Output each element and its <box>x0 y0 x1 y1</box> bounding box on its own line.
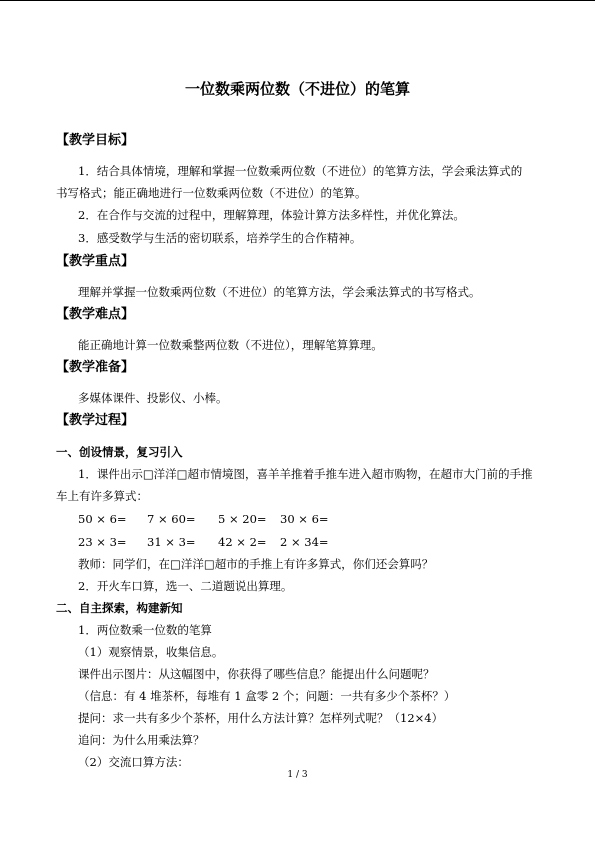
page-number: 1 / 3 <box>287 770 308 780</box>
part2-line: （1）观察情景，收集信息。 <box>78 645 224 659</box>
section-heading-prep: 【教学准备】 <box>56 360 135 375</box>
equation: 7 × 60= <box>147 512 196 526</box>
section-heading-difficulty: 【教学难点】 <box>56 307 135 322</box>
page-title: 一位数乘两位数（不进位）的笔算 <box>184 80 410 98</box>
train-activity: 2．开火车口算，选一、二道题说出算理。 <box>78 579 293 593</box>
part1-line: 车上有许多算式： <box>56 489 148 503</box>
part2-line: 1．两位数乘一位数的笔算 <box>78 623 212 637</box>
equation: 30 × 6= <box>280 512 329 526</box>
equation: 2 × 34= <box>280 535 329 549</box>
part2-heading: 二、自主探索，构建新知 <box>56 601 183 615</box>
goal-line: 书写格式；能正确地进行一位数乘两位数（不进位）的笔算。 <box>56 186 367 200</box>
part2-line: 课件出示图片：从这幅图中，你获得了哪些信息？能提出什么问题呢？ <box>78 667 435 681</box>
part2-line: （2）交流口算方法： <box>78 755 189 769</box>
equation: 5 × 20= <box>218 512 267 526</box>
part2-line: （信息：有 4 堆茶杯，每堆有 1 盒零 2 个；问题：一共有多少个茶杯？） <box>78 689 456 703</box>
key-point-text: 理解并掌握一位数乘两位数（不进位）的笔算方法，学会乘法算式的书写格式。 <box>78 285 481 299</box>
part1-heading: 一、创设情景，复习引入 <box>56 445 183 459</box>
part2-line: 提问：求一共有多少个茶杯，用什么方法计算？怎样列式呢？（12×4） <box>78 711 444 725</box>
equation: 23 × 3= <box>78 535 127 549</box>
goal-line: 2．在合作与交流的过程中，理解算理，体验计算方法多样性，并优化算法。 <box>78 208 465 222</box>
equation: 42 × 2= <box>218 535 267 549</box>
equation: 31 × 3= <box>147 535 196 549</box>
section-heading-goals: 【教学目标】 <box>56 133 135 148</box>
section-heading-process: 【教学过程】 <box>56 413 135 428</box>
goal-line: 1．结合具体情境，理解和掌握一位数乘两位数（不进位）的笔算方法，学会乘法算式的 <box>78 164 523 178</box>
top-border-line <box>0 0 595 1</box>
part1-line: 1．课件出示□洋洋□超市情境图，喜羊羊推着手推车进入超市购物，在超市大门前的手推 <box>78 467 533 481</box>
part2-line: 追问：为什么用乘法算？ <box>78 733 205 747</box>
section-heading-key: 【教学重点】 <box>56 254 135 269</box>
goal-line: 3．感受数学与生活的密切联系，培养学生的合作精神。 <box>78 231 362 245</box>
difficulty-text: 能正确地计算一位数乘整两位数（不进位），理解笔算算理。 <box>78 338 383 352</box>
equation: 50 × 6= <box>78 512 127 526</box>
prep-text: 多媒体课件、投影仪、小棒。 <box>78 391 228 405</box>
teacher-question: 教师：同学们，在□洋洋□超市的手推上有许多算式，你们还会算吗？ <box>78 557 434 571</box>
